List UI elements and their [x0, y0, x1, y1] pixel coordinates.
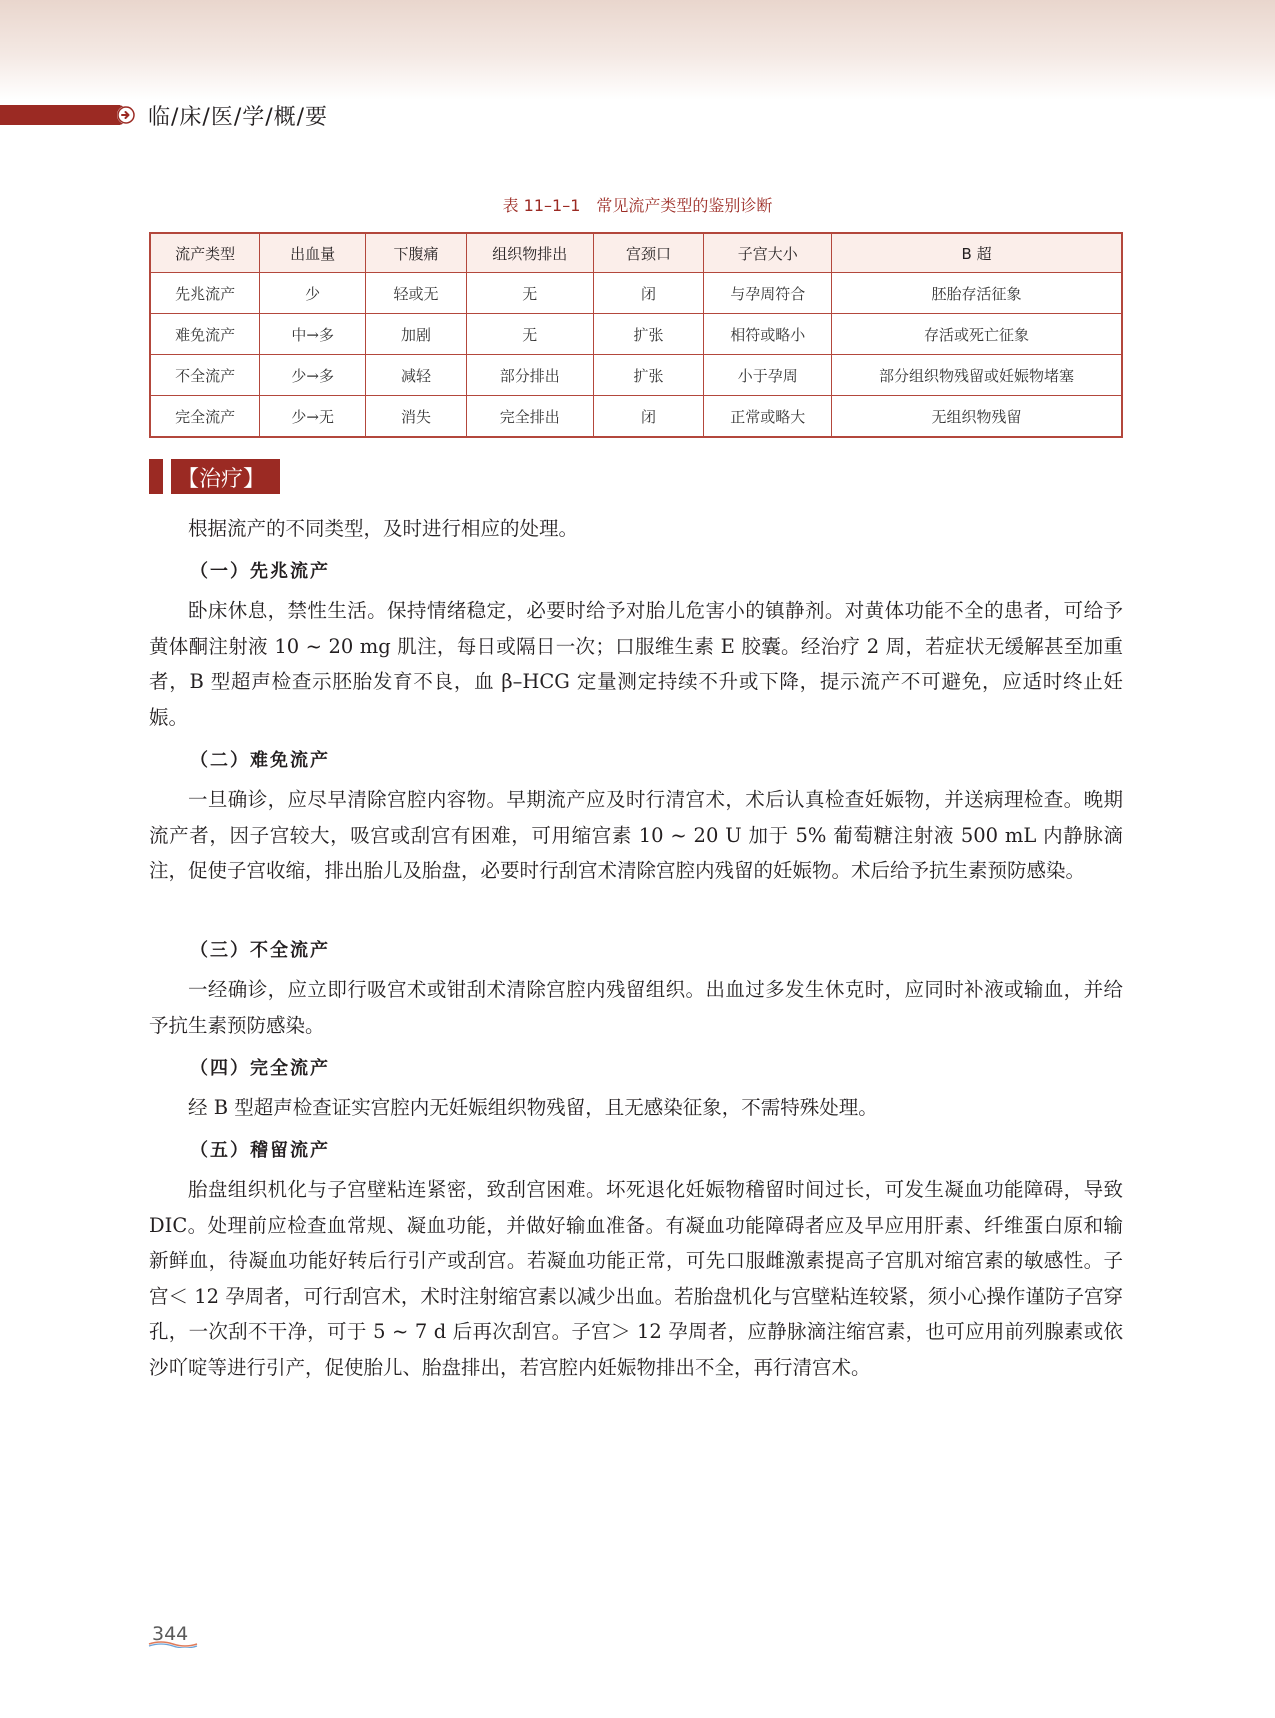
paragraph-text: 胎盘组织机化与子宫壁粘连紧密，致刮宫困难。坏死退化妊娠物稽留时间过长，可发生凝血功能障碍，导致 DIC。处理前应检查血常规、凝血功能，并做好输血准备。有凝血功能障碍者应及早应用肝素、纤维蛋白原和输新鲜血，待凝血功能好转后行引产或刮宫。若凝血功能正常，可先口服雌激素提高子宫肌对缩宫素的敏感性。子宫＜ 12 孕周者，可行刮宫术，术时注射缩宫素以减少出血。若胎盘机化与宫壁粘连较紧，须小心操作谨防子宫穿孔，一次刮不干净，可于 5 ~ 7 d 后再次刮宫。子宫＞ 12 孕周者，应静脉滴注缩宫素，也可应用前列腺素或依沙吖啶等进行引产，促使胎儿、胎盘排出，若宫腔内妊娠物排出不全，再行清宫术。 [149, 1178, 1123, 1379]
intro-text: 根据流产的不同类型，及时进行相应的处理。 [188, 517, 579, 540]
table-cell: 无 [466, 314, 593, 355]
intro-paragraph [149, 511, 1123, 547]
table-cell: 难免流产 [150, 314, 260, 355]
table-cell: 少→无 [260, 396, 366, 438]
paragraph-text: 卧床休息，禁性生活。保持情绪稳定，必要时给予对胎儿危害小的镇静剂。对黄体功能不全的患者，可给予黄体酮注射液 10 ~ 20 mg 肌注，每日或隔日一次；口服维生素 E 胶囊。经治疗 2 周，若症状无缓解甚至加重者，B 型超声检查示胚胎发育不良，血 β–HCG 定量测定持续不升或下降，提示流产不可避免，应适时终止妊娠。 [149, 599, 1123, 729]
table-cell: 扩张 [593, 355, 704, 396]
subsection-heading: （二）难免流产 [190, 750, 330, 771]
table-cell: 完全流产 [150, 396, 260, 438]
table-header-cell: B 超 [832, 233, 1122, 273]
paragraph-text: 一旦确诊，应尽早清除宫腔内容物。早期流产应及时行清宫术，术后认真检查妊娠物，并送病理检查。晚期流产者，因子宫较大，吸宫或刮宫有困难，可用缩宫素 10 ~ 20 U 加于 5% 葡萄糖注射液 500 mL 内静脉滴注，促使子宫收缩，排出胎儿及胎盘，必要时行刮宫术清除宫腔内残留的妊娠物。术后给予抗生素预防感染。 [149, 788, 1123, 882]
table-row [150, 314, 1122, 355]
table-caption: 表 11–1–1 常见流产类型的鉴别诊断 [502, 196, 773, 215]
paragraph-text: 经 B 型超声检查证实宫腔内无妊娠组织物残留，且无感染征象，不需特殊处理。 [188, 1096, 878, 1119]
table-cell: 先兆流产 [150, 273, 260, 314]
subsection-paragraph [149, 1172, 1123, 1385]
top-decorative-band [0, 0, 1275, 100]
tag-edge [149, 459, 163, 494]
table-cell: 加剧 [366, 314, 467, 355]
table-cell: 中→多 [260, 314, 366, 355]
table-cell: 相符或略小 [704, 314, 832, 355]
table-header-cell: 流产类型 [150, 233, 260, 273]
table-cell: 正常或略大 [704, 396, 832, 438]
subsection-heading: （四）完全流产 [190, 1058, 330, 1079]
arrow-right-icon [117, 106, 135, 124]
subsection-paragraph [149, 1090, 1123, 1126]
section-title: 【治疗】 [177, 467, 266, 492]
table-header-cell: 子宫大小 [704, 233, 832, 273]
table-header-cell: 宫颈口 [593, 233, 704, 273]
table-cell: 部分组织物残留或妊娠物堵塞 [832, 355, 1122, 396]
table-cell: 无组织物残留 [832, 396, 1122, 438]
table-cell: 少→多 [260, 355, 366, 396]
table-cell: 消失 [366, 396, 467, 438]
table-header-cell: 下腹痛 [366, 233, 467, 273]
section-title-tag [149, 459, 280, 494]
table-header-cell: 出血量 [260, 233, 366, 273]
table-row [150, 355, 1122, 396]
table-cell: 与孕周符合 [704, 273, 832, 314]
table-cell: 不全流产 [150, 355, 260, 396]
table-cell: 存活或死亡征象 [832, 314, 1122, 355]
table-header-row [150, 233, 1122, 273]
subsection-paragraph [149, 593, 1123, 735]
table-cell: 无 [466, 273, 593, 314]
table-cell: 少 [260, 273, 366, 314]
page-number-swirl-icon [147, 1640, 199, 1648]
table-cell: 闭 [593, 396, 704, 438]
subsection-heading: （三）不全流产 [190, 940, 330, 961]
table-cell: 轻或无 [366, 273, 467, 314]
table-cell: 完全排出 [466, 396, 593, 438]
subsection-paragraph [149, 972, 1123, 1043]
book-title: 临/床/医/学/概/要 [148, 105, 329, 130]
table-row [150, 273, 1122, 314]
differential-diagnosis-table [149, 232, 1123, 438]
table-cell: 减轻 [366, 355, 467, 396]
table-row [150, 396, 1122, 438]
table-cell: 闭 [593, 273, 704, 314]
table-cell: 胚胎存活征象 [832, 273, 1122, 314]
subsection-heading: （一）先兆流产 [190, 561, 330, 582]
table-cell: 扩张 [593, 314, 704, 355]
page-number: 344 [152, 1623, 189, 1645]
table-cell: 部分排出 [466, 355, 593, 396]
paragraph-text: 一经确诊，应立即行吸宫术或钳刮术清除宫腔内残留组织。出血过多发生休克时，应同时补液或输血，并给予抗生素预防感染。 [149, 978, 1123, 1037]
subsection-paragraph [149, 782, 1123, 889]
table-cell: 小于孕周 [704, 355, 832, 396]
subsection-heading: （五）稽留流产 [190, 1140, 330, 1161]
table-header-cell: 组织物排出 [466, 233, 593, 273]
header-bar [0, 105, 120, 125]
